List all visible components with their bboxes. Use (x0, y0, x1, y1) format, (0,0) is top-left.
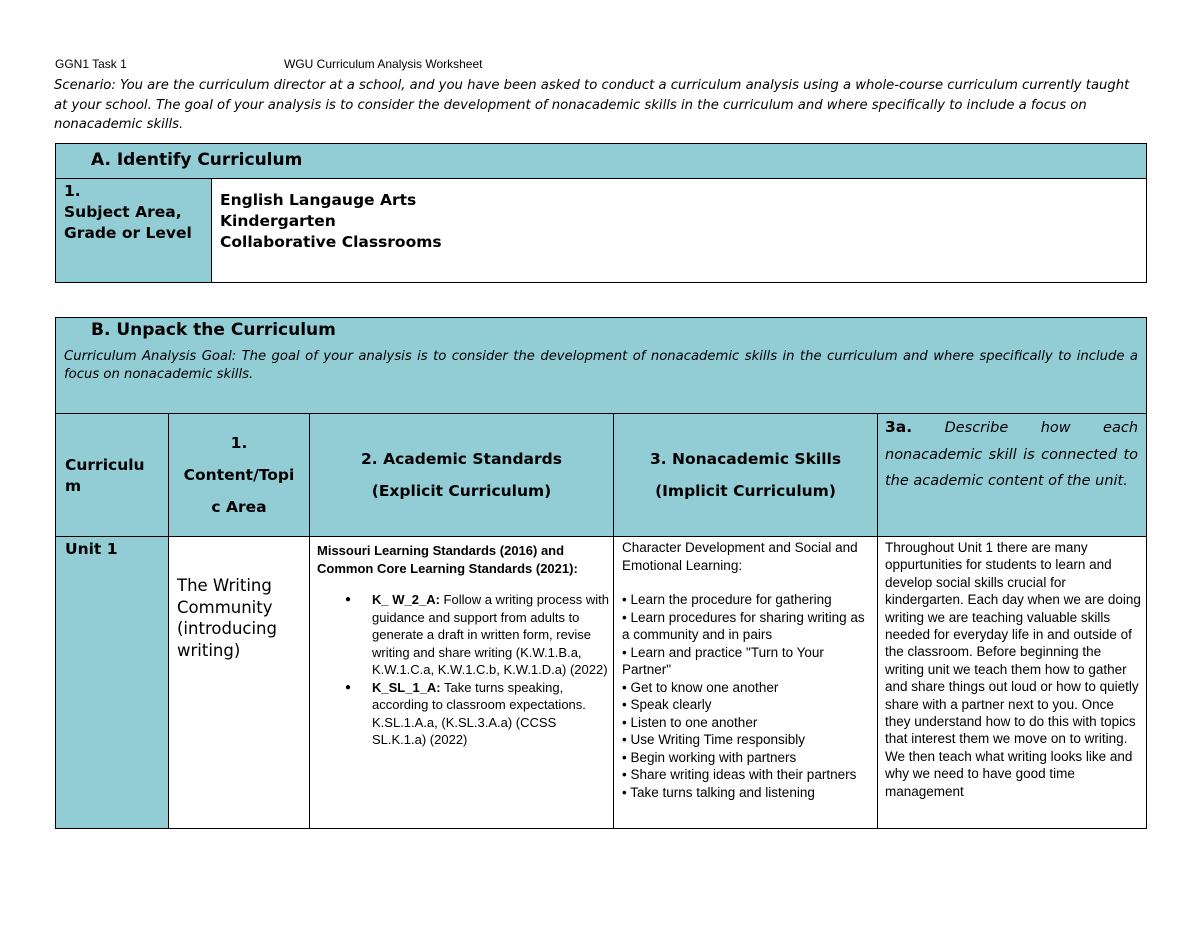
grade-level-value: Kindergarten (220, 212, 336, 230)
skill-item: • Begin working with partners (622, 749, 797, 765)
section-b-header (56, 318, 1147, 414)
subject-label-cell (56, 179, 212, 283)
description-text: Throughout Unit 1 there are many oppurtunities for students to learn and develop social skills crucial for kindergarten. Each day when we are doing writing we are teaching valuable skills needed for everyday life in and outside of the classroom. Before beginning the writing unit we teach them how to gather and share things out loud or how to quietly share with a partner next to you. Once they understand how to do this with topics that interest them we move on to writing. We then teach what writing looks like and why we need to have good time management (885, 540, 1141, 799)
standards-list (317, 591, 609, 749)
skills-intro: Character Development and Social and Emotional Learning: (622, 540, 858, 573)
section-b-title: B. Unpack the Curriculum (91, 320, 336, 340)
skill-item: • Learn the procedure for gathering (622, 592, 832, 607)
worksheet-title: WGU Curriculum Analysis Worksheet (284, 57, 483, 71)
col-header-curriculum: Curriculum (56, 414, 169, 537)
task-label: GGN1 Task 1 (55, 57, 127, 71)
unpack-curriculum-table (55, 317, 1147, 829)
standard-item: ● K_SL_1_A: Take turns speaking, according to classroom expectations. K.SL.1.A.a, (K.SL.3.A.a) (CCSS SL.K.1.a) (2022) (372, 679, 609, 749)
analysis-goal-text: Curriculum Analysis Goal: The goal of your analysis is to consider the development of nonacademic skills in the curriculum and where specifically to include a focus on nonacademic skills. (64, 349, 1139, 382)
curriculum-name-value: Collaborative Classrooms (220, 233, 442, 251)
skill-item: • Get to know one another (622, 679, 779, 695)
skill-item: • Use Writing Time responsibly (622, 732, 806, 747)
subject-area-value: English Langauge Arts (220, 191, 417, 209)
section-a-title: A. Identify Curriculum (91, 150, 303, 170)
skill-item: • Listen to one another (622, 714, 758, 730)
standards-intro: Missouri Learning Standards (2016) and Common Core Learning Standards (2021): (317, 543, 578, 576)
col-header-describe: 3a. Describe how each nonacademic skill is connected to the academic content of the unit. (878, 414, 1147, 537)
scenario-text: Scenario: You are the curriculum director at a school, and you have been asked to conduct a curriculum analysis using a whole-course curriculum currently taught at your school. The goal of your analysis is to consider the development of nonacademic skills in the curriculum and where specifically to include a focus on nonacademic skills. (54, 78, 1130, 132)
topic-cell (169, 537, 310, 829)
skill-item: • Speak clearly (622, 697, 712, 712)
col-header-content: 1. Content/Topic Area (169, 414, 310, 537)
skills-cell (614, 537, 878, 829)
unit-1-cell (56, 537, 169, 829)
section-a-header (56, 144, 1147, 179)
skill-item: • Learn procedures for sharing writing as a community and in pairs (622, 609, 865, 642)
topic-text: The Writing Community (introducing writing) (177, 576, 277, 660)
description-cell (878, 537, 1147, 829)
subject-label-text: Subject Area, Grade or Level (64, 203, 192, 242)
subject-value-cell (212, 179, 1147, 283)
standard-item: ● K_ W_2_A: Follow a writing process with guidance and support from adults to generate a draft in written form, revise writing and share writing (K.W.1.B.a, K.W.1.C.a, K.W.1.C.b, K.W.1.D.a) (2022) (372, 591, 609, 679)
standards-cell (310, 537, 614, 829)
skill-item: • Learn and practice "Turn to Your Partner" (622, 644, 824, 677)
col-header-nonacademic: 3. Nonacademic Skills (Implicit Curriculum) (614, 414, 878, 537)
skill-item: • Share writing ideas with their partners (622, 767, 857, 782)
col-header-academic: 2. Academic Standards (Explicit Curriculum) (310, 414, 614, 537)
identify-curriculum-table (55, 143, 1147, 283)
skill-item: • Take turns talking and listening (622, 784, 815, 800)
subject-label-number: 1. (64, 182, 81, 200)
unit-1-label: Unit 1 (65, 540, 118, 558)
